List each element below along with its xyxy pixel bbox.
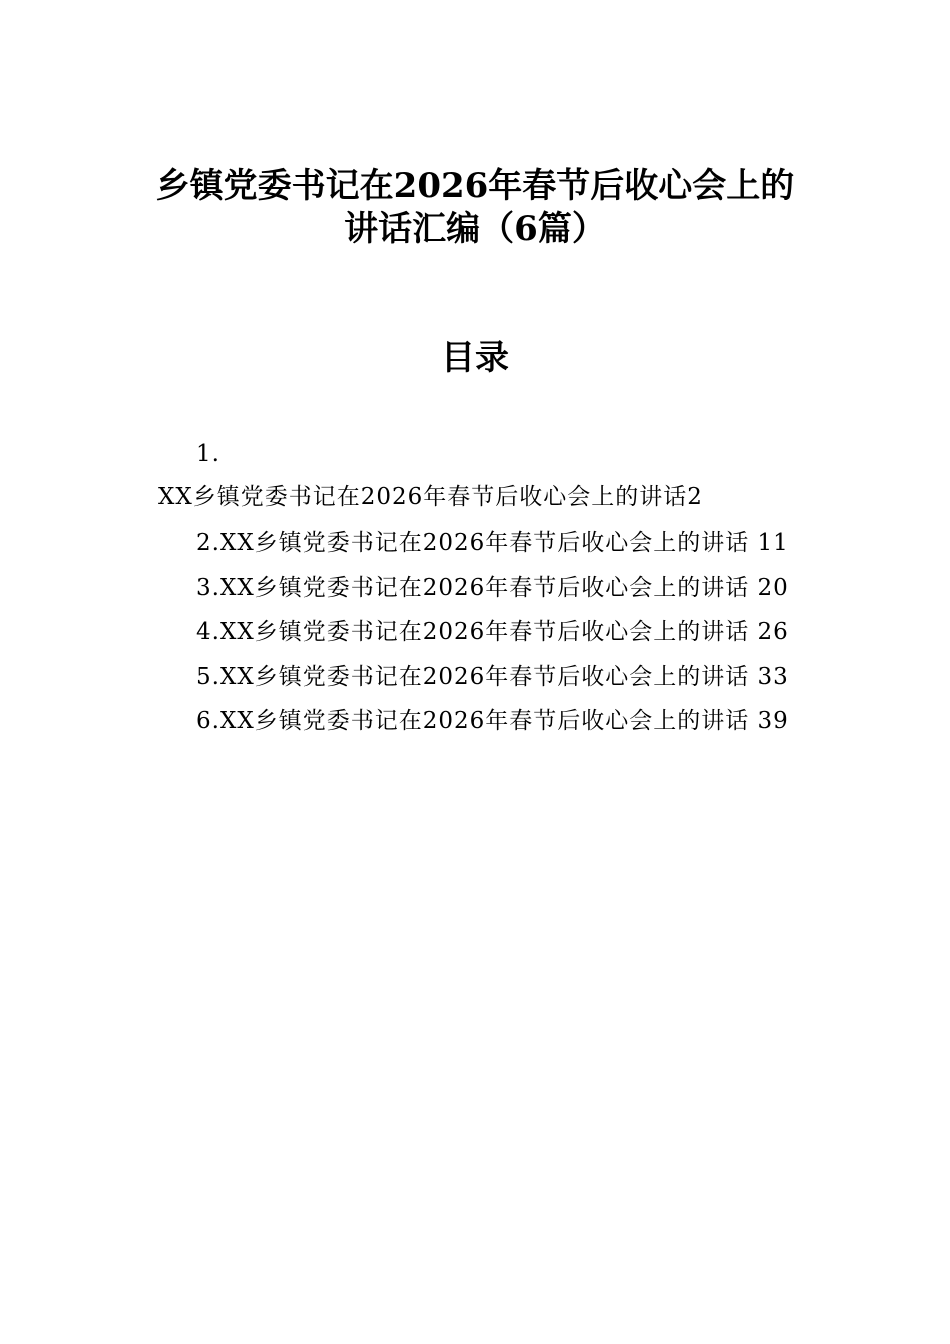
toc-heading: 目录 xyxy=(441,338,509,378)
toc-entry-4[interactable]: 4.XX乡镇党委书记在2026年春节后收心会上的讲话 26 xyxy=(196,619,789,645)
document-title-line-2: 讲话汇编（6篇） xyxy=(344,209,606,249)
toc-entry-1-number[interactable]: 1. xyxy=(196,441,220,467)
toc-entry-1[interactable]: XX乡镇党委书记在2026年春节后收心会上的讲话2 xyxy=(158,484,703,510)
toc-entry-2[interactable]: 2.XX乡镇党委书记在2026年春节后收心会上的讲话 11 xyxy=(196,530,789,556)
toc-entry-5[interactable]: 5.XX乡镇党委书记在2026年春节后收心会上的讲话 33 xyxy=(196,664,789,690)
toc-entry-3[interactable]: 3.XX乡镇党委书记在2026年春节后收心会上的讲话 20 xyxy=(196,575,789,601)
document-title-line-1: 乡镇党委书记在2026年春节后收心会上的 xyxy=(155,166,795,206)
toc-entry-6[interactable]: 6.XX乡镇党委书记在2026年春节后收心会上的讲话 39 xyxy=(196,708,789,734)
